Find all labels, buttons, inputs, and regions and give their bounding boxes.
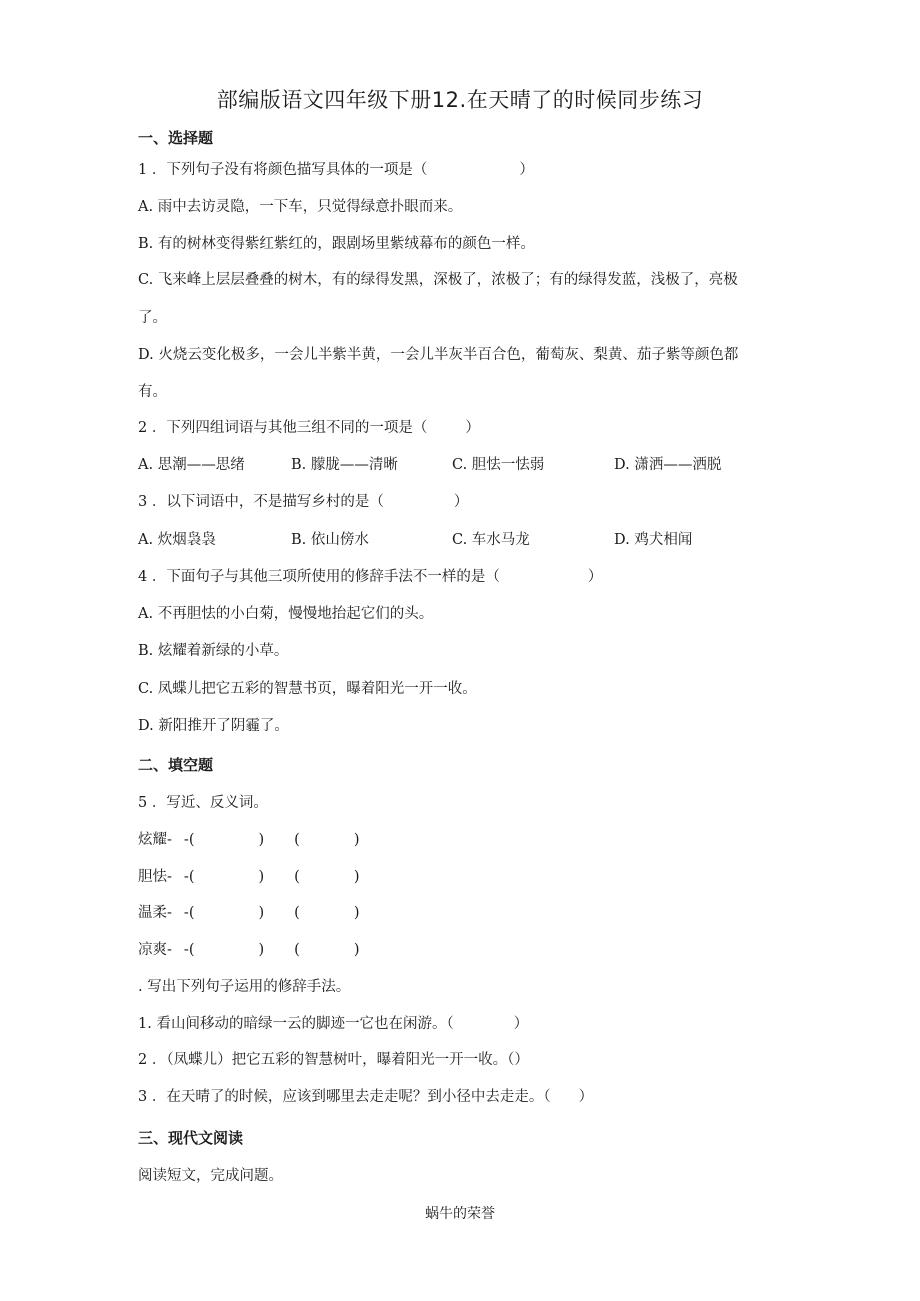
rhetoric-item-3: 3 ．在天晴了的时候，应该到哪里去走走呢？到小径中去走走。（ ） <box>138 1089 594 1105</box>
q1-option-b: B. 有的树林变得紫红紫红的，跟剧场里紫绒幕布的颜色一样。 <box>138 236 535 252</box>
question-2: 2 ．下列四组词语与其他三组不同的一项是（ ） <box>138 420 480 436</box>
q1-option-a: A. 雨中去访灵隐，一下车，只觉得绿意扑眼而来。 <box>138 199 463 215</box>
q4-option-a: A. 不再胆怯的小白菊，慢慢地抬起它们的头。 <box>138 606 434 622</box>
antonym-row: 炫耀- -( ) ( ) <box>138 832 360 848</box>
page-title: 部编版语文四年级下册12.在天晴了的时候同步练习 <box>216 88 704 112</box>
question-1: 1 ．下列句子没有将颜色描写具体的一项是（ ） <box>138 162 534 178</box>
antonym-row: 温柔- -( ) ( ) <box>138 905 360 921</box>
q4-option-d: D. 新阳推开了阴霾了。 <box>138 718 289 734</box>
question-3: 3 ．以下词语中，不是描写乡村的是（ ） <box>138 494 469 510</box>
rhetoric-item-1: 1. 看山间移动的暗绿一云的脚迹一它也在闲游。（ ） <box>138 1016 529 1032</box>
q3-option-c: C. 车水马龙 <box>452 532 530 548</box>
question-5: 5 ．写近、反义词。 <box>138 795 268 811</box>
rhetoric-item-2: 2 ．（凤蝶儿）把它五彩的智慧树叶，曝着阳光一开一收。（） <box>138 1052 529 1068</box>
section-heading-2: 二、填空题 <box>138 756 214 774</box>
rhetoric-instruction: . 写出下列句子运用的修辞手法。 <box>138 979 351 995</box>
q3-option-b: B. 依山傍水 <box>291 532 369 548</box>
q2-option-c: C. 胆怯一怯弱 <box>452 457 545 473</box>
antonym-row: 胆怯- -( ) ( ) <box>138 869 360 885</box>
section-heading-3: 三、现代文阅读 <box>138 1129 244 1147</box>
section-heading-1: 一、选择题 <box>138 129 214 147</box>
q1-option-d: D. 火烧云变化极多，一会儿半紫半黄，一会儿半灰半百合色，葡萄灰、梨黄、茄子紫等颜色都 <box>138 347 739 363</box>
q2-option-d: D. 潇洒——洒脱 <box>614 457 722 473</box>
q1-option-c-cont: 了。 <box>138 310 167 326</box>
q1-option-c: C. 飞来峰上层层叠叠的树木，有的绿得发黑，深极了，浓极了；有的绿得发蓝，浅极了，亮极 <box>138 272 738 288</box>
q4-option-b: B. 炫耀着新绿的小草。 <box>138 643 289 659</box>
q3-option-d: D. 鸡犬相闻 <box>614 532 693 548</box>
q3-option-a: A. 炊烟袅袅 <box>138 532 216 548</box>
q2-option-b: B. 朦胧——清晰 <box>291 457 398 473</box>
reading-passage-title: 蜗牛的荣誉 <box>425 1206 495 1222</box>
q4-option-c: C. 凤蝶儿把它五彩的智慧书页，曝着阳光一开一收。 <box>138 681 477 697</box>
q1-option-d-cont: 有。 <box>138 384 167 400</box>
question-4: 4 ．下面句子与其他三项所使用的修辞手法不一样的是（ ） <box>138 569 603 585</box>
reading-instruction: 阅读短文，完成问题。 <box>138 1168 283 1184</box>
q2-option-a: A. 思潮——思绪 <box>138 457 245 473</box>
antonym-row: 凉爽- -( ) ( ) <box>138 942 360 958</box>
